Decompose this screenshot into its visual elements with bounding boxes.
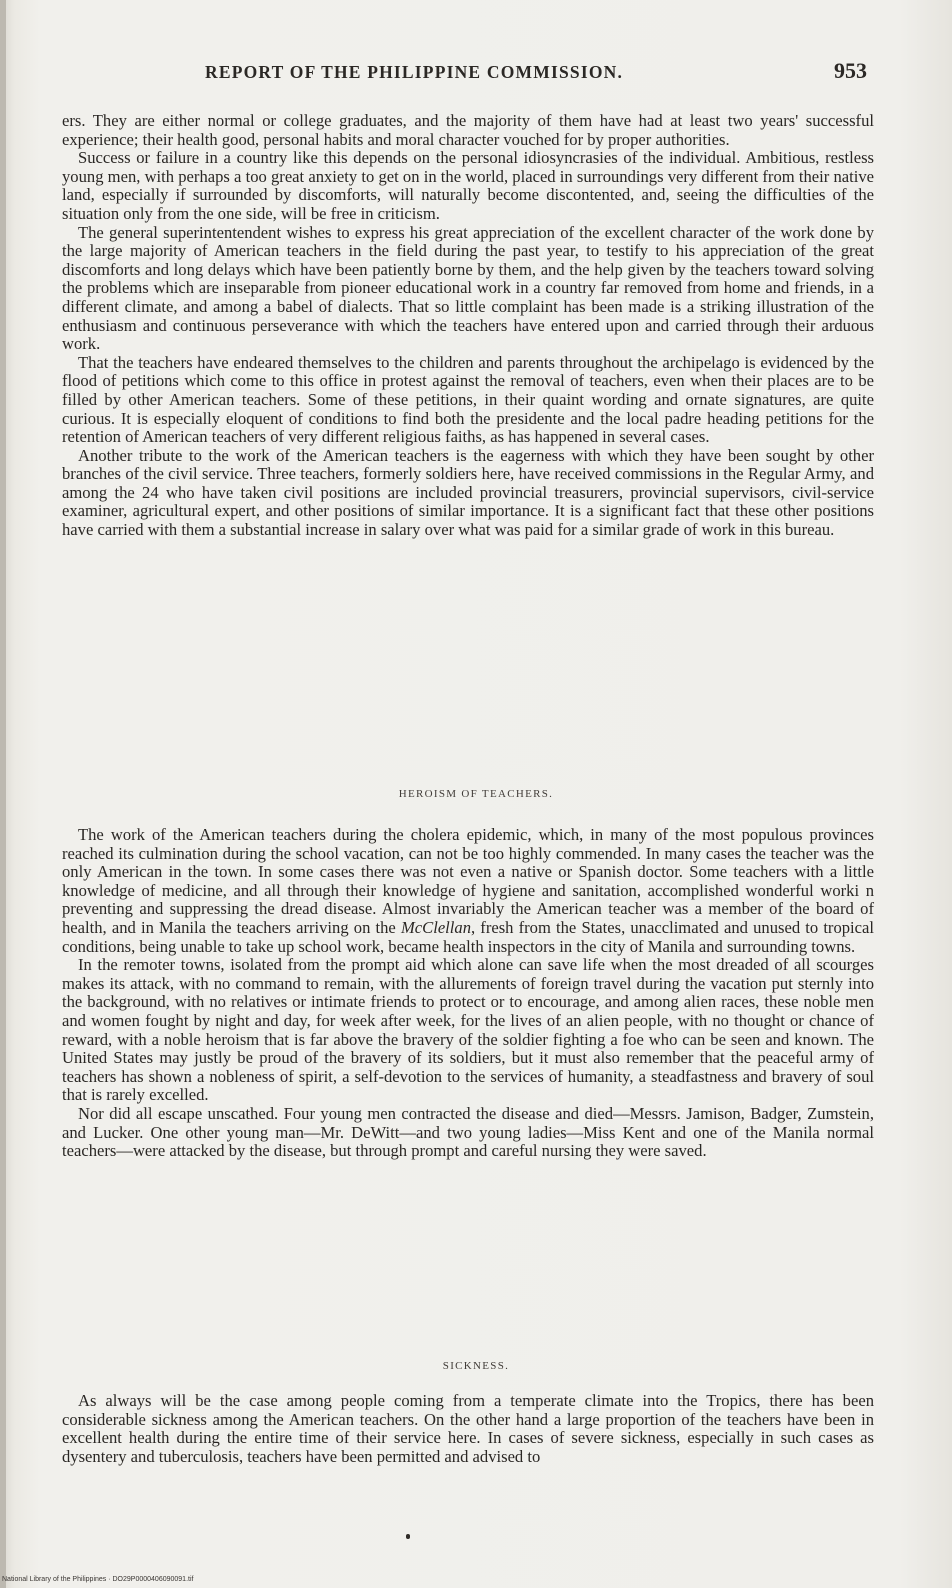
paragraph-cholera-epidemic <box>62 826 874 956</box>
paragraph-remoter-towns: In the remoter towns, isolated from the prompt aid which alone can save life when the most dreaded of all scourges makes its attack, with no command to remain, with the allurements of foreign travel during the vacation put sternly into the background, with no relatives or intimate friends to protect or to encourage, and among alien races, these noble men and women fought by night and day, for week after week, for the lives of an alien people, with no thought or chance of reward, with a noble heroism that is far above the bravery of the soldier fighting a foe who can be seen and known. The United States may justly be proud of the bravery of its soldiers, but it must also remember that the peaceful army of teachers has shown a nobleness of spirit, a self-devotion to the services of humanity, a steadfastness and bravery of soul that is rarely excelled. <box>62 955 874 1105</box>
paragraph-civil-service-tribute: Another tribute to the work of the American teachers is the eagerness with which they have been sought by other branches of the civil service. Three teachers, formerly soldiers here, have received commissions in the Regular Army, and among the 24 who have taken civil positions are included provincial treasurers, provincial supervisors, civil-service examiner, agricultural expert, and other positions of similar importance. It is a significant fact that these other positions have carried with them a substantial increase in salary over what was paid for a similar grade of work in this bureau. <box>62 445 874 540</box>
running-head: REPORT OF THE PHILIPPINE COMMISSION. <box>205 62 624 82</box>
section-heading-heroism: HEROISM OF TEACHERS. <box>398 788 554 800</box>
section-heading-sickness: SICKNESS. <box>442 1360 510 1372</box>
body-text-sickness <box>62 1392 874 1466</box>
paragraph-sickness: As always will be the case among people coming from a temperate climate into the Tropics, there has been considerable sickness among the American teachers. On the other hand a large proportion of the teachers have been in excellent health during the entire time of their service here. In cases of severe sickness, especially in such cases as dysentery and tuberculosis, teachers have been permitted and advised to <box>62 1391 874 1466</box>
paragraph-casualties: Nor did all escape unscathed. Four young men contracted the disease and died—Messrs. Jamison, Badger, Zumstein, and Lucker. One other young man—Mr. DeWitt—and two young ladies—Miss Kent and one of the Manila normal teachers—were attacked by the disease, but through prompt and careful nursing they were saved. <box>62 1103 874 1161</box>
cholera-text-before: The work of the American teachers during the cholera epidemic, which, in many of the most populous provinces reached its culmination during the school vacation, can not be too highly commended. In many cases the teacher was the only American in the town. In some cases there was not even a native or Spanish doctor. Some teachers with a little knowledge of medicine, and all through their knowledge of hygiene and sanitation, accomplished wonderful worki n preventing and suppressing the dread disease. Almost invariably the American teacher was a member of the board of health, and in Manila the teachers arriving on the <box>62 825 874 937</box>
body-text-heroism <box>62 826 874 1161</box>
cholera-text-after: , fresh from the States, unacclimated and unused to tropical conditions, being unable to take up school work, became health inspectors in the city of Manila and surrounding towns. <box>62 917 875 956</box>
paragraph-teacher-qualifications: ers. They are either normal or college graduates, and the majority of them have had at least two years' successful experience; their health good, personal habits and moral character vouched for by proper authorities. <box>62 111 874 149</box>
paragraph-petitions: That the teachers have endeared themselves to the children and parents throughout the archipelago is evidenced by the flood of petitions which come to this office in protest against the removal of teachers, even when their places are to be filled by other American teachers. Some of these petitions, in their quaint wording and ornate signatures, are quite curious. It is especially eloquent of conditions to find both the presidente and the local padre heading petitions for the retention of American teachers of very different religious faiths, as has happened in several cases. <box>62 352 874 447</box>
ship-name: McClellan <box>400 917 471 937</box>
ink-speck <box>406 1534 410 1539</box>
paragraph-success-or-failure: Success or failure in a country like this depends on the personal idiosyncrasies of the individual. Ambitious, restless young men, with perhaps a too great anxiety to get on in the world, placed in surroundings very different from their native land, especially if surrounded by discomforts, will naturally become discontented, and, seeing the difficulties of the situation only from the one side, will be free in criticism. <box>62 148 874 223</box>
paragraph-superintendent-appreciation: The general superintentendent wishes to express his great appreciation of the excellent character of the work done by the large majority of American teachers in the field during the past year, to testify to his appreciation of the great discomforts and long delays which have been patiently borne by them, and the help given by the teachers toward solving the problems which are inseparable from pioneer educational work in a country far removed from home and friends, in a different climate, and among a babel of dialects. That so little complaint has been made is a striking illustration of the enthusiasm and continuous perseverance with which the teachers have entered upon and carried through their arduous work. <box>62 222 874 354</box>
page-number: 953 <box>834 58 867 83</box>
body-text-top <box>62 112 874 540</box>
scan-footer-note: National Library of the Philippines · DO29P0000406090091.tif <box>2 1576 194 1583</box>
